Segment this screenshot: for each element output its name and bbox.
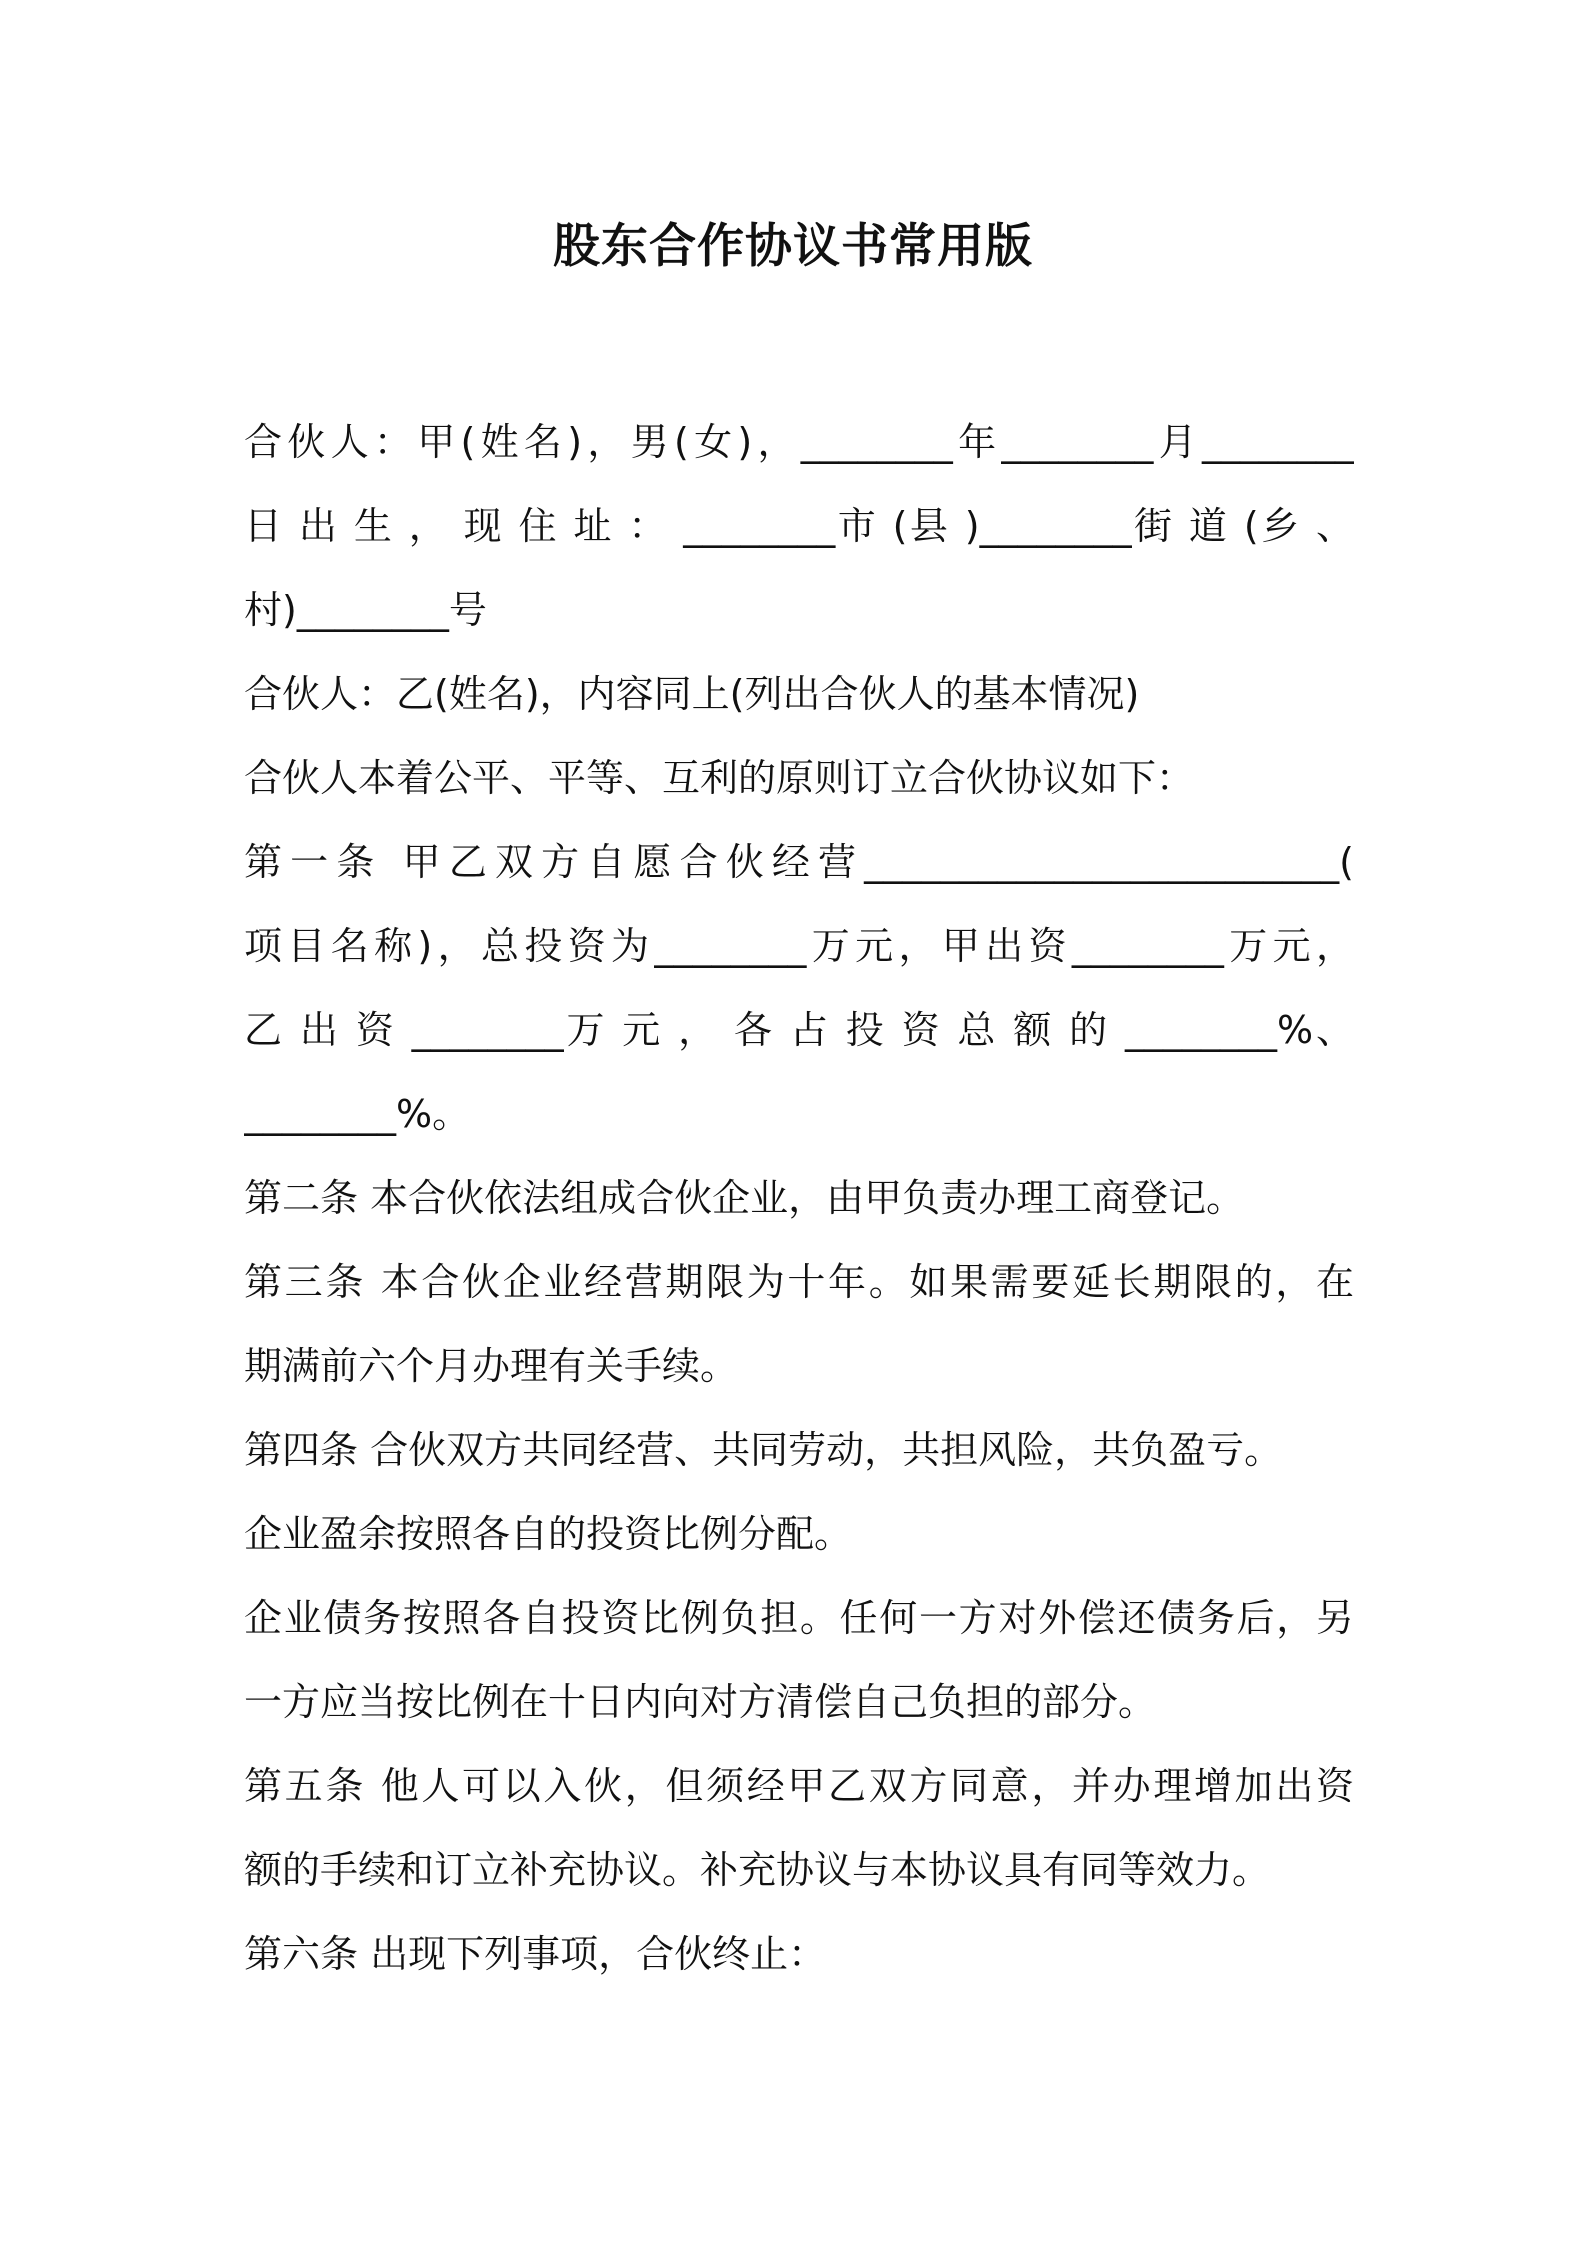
paragraph-line: 第六条 出现下列事项，合伙终止： [244, 1932, 827, 1976]
paragraph-line: 额的手续和订立补充协议。补充协议与本协议具有同等效力。 [244, 1848, 1271, 1892]
paragraph-line: 合伙人：乙(姓名)，内容同上(列出合伙人的基本情况) [244, 672, 1140, 716]
paragraph-line: 乙 出 资 ________万 元 ， 各 占 投 资 总 额 的 ________%、 [244, 1008, 1354, 1052]
paragraph-line: 项目名称)，总投资为________万元，甲出资________万元， [244, 924, 1354, 968]
paragraph-line: 第五条 他人可以入伙，但须经甲乙双方同意，并办理增加出资 [244, 1764, 1354, 1808]
paragraph-line: 第二条 本合伙依法组成合伙企业，由甲负责办理工商登记。 [244, 1176, 1245, 1220]
paragraph-line: 第一条 甲乙双方自愿合伙经营_________________________( [244, 840, 1354, 884]
paragraph-line: ________%。 [244, 1092, 471, 1136]
paragraph-line: 期满前六个月办理有关手续。 [244, 1344, 739, 1388]
paragraph-line: 合伙人本着公平、平等、互利的原则订立合伙协议如下： [244, 756, 1195, 800]
paragraph-line: 村)________号 [244, 588, 487, 632]
paragraph-line: 日 出 生 ， 现 住 址 ： ________市 (县 )________街 道 (乡 、 [244, 504, 1354, 548]
paragraph-line: 企业债务按照各自投资比例负担。任何一方对外偿还债务后，另 [244, 1596, 1354, 1640]
document-title: 股东合作协议书常用版 [553, 219, 1033, 274]
document-body [244, 400, 1354, 1996]
paragraph-line: 合伙人：甲(姓名)，男(女)，________年________月________ [244, 420, 1354, 464]
paragraph-line: 企业盈余按照各自的投资比例分配。 [244, 1512, 853, 1556]
paragraph-line: 第三条 本合伙企业经营期限为十年。如果需要延长期限的，在 [244, 1260, 1354, 1304]
paragraph-line: 第四条 合伙双方共同经营、共同劳动，共担风险，共负盈亏。 [244, 1428, 1283, 1472]
paragraph-line: 一方应当按比例在十日内向对方清偿自己负担的部分。 [244, 1680, 1157, 1724]
